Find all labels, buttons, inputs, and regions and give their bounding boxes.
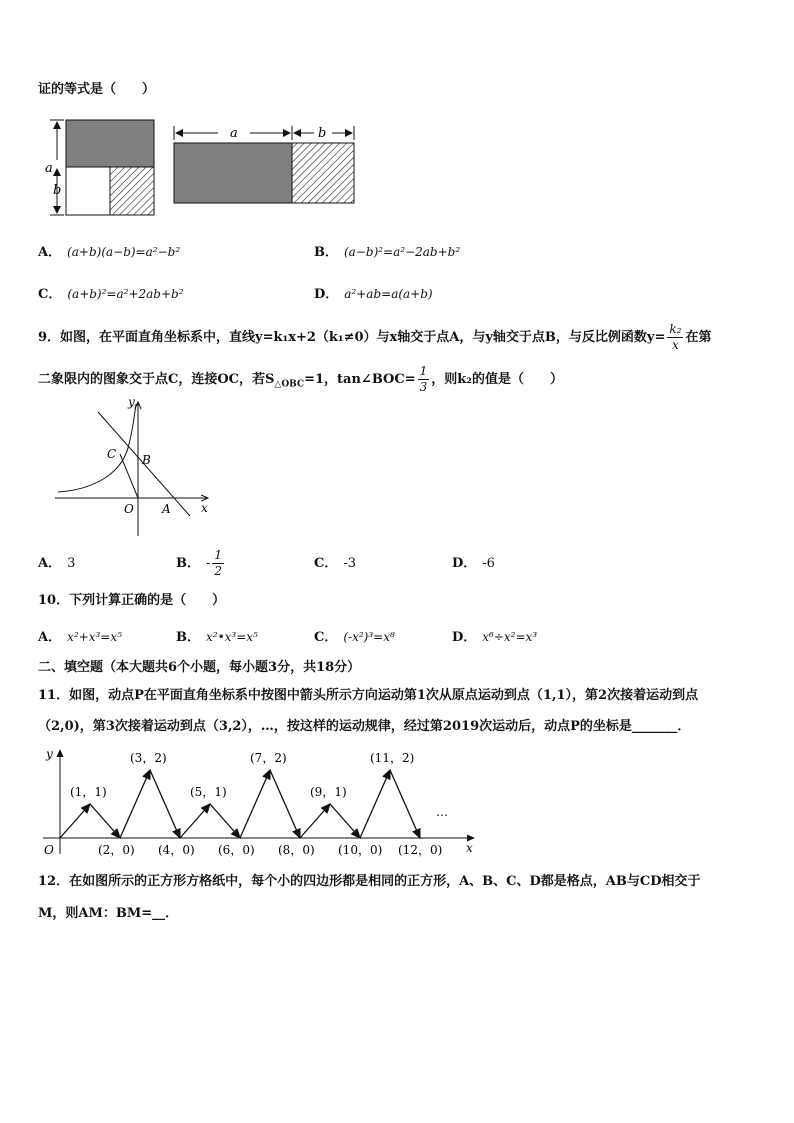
q11-stem-line2: （2,0)，第3次接着运动到点（3,2），…，按这样的运动规律，经过第2019次运动后，动点P的坐标是_______．	[38, 719, 691, 734]
q11-label-x: x	[466, 841, 473, 855]
q8-label-b-top: b	[318, 126, 327, 141]
q8-figure	[38, 112, 368, 222]
q9-option-d[interactable]: D． -6	[452, 556, 495, 571]
q10-option-d[interactable]: D． x⁶÷x²=x³	[452, 630, 538, 645]
q11-move-arrow	[90, 804, 120, 838]
q11-move-arrow	[60, 804, 90, 838]
q9-label-a: A	[162, 502, 171, 516]
q11-base-label: (6，0)	[218, 843, 255, 857]
q11-move-arrow	[240, 770, 270, 838]
q11-label-y: y	[46, 747, 53, 761]
q9-label-x: x	[201, 501, 208, 515]
q8-left-square	[50, 120, 154, 215]
q9-label-c: C	[107, 447, 117, 461]
q12-stem-line2: M，则AM：BM=__．	[38, 906, 179, 921]
q9-segment-oc	[120, 454, 138, 498]
q11-move-arrow	[360, 770, 390, 838]
q9-figure	[50, 398, 215, 538]
q9-option-c[interactable]: C． -3	[314, 556, 357, 571]
q11-ellipsis: …	[436, 805, 448, 819]
q11-peak-label: (5，1)	[190, 785, 227, 799]
q11-peak-label: (7，2)	[250, 751, 287, 765]
q10-option-b[interactable]: B． x²•x³=x⁵	[176, 630, 258, 645]
q11-peak-label: (3，2)	[130, 751, 167, 765]
q11-base-label: (4，0)	[158, 843, 195, 857]
q8-option-a[interactable]: A． (a+b)(a−b)=a²−b²	[38, 245, 181, 260]
q9-label-o: O	[124, 502, 134, 516]
q10-option-a[interactable]: A． x²+x³=x⁵	[38, 630, 122, 645]
q8-label-a-top: a	[230, 126, 238, 141]
q11-stem-line1: 11．如图，动点P在平面直角坐标系中按图中箭头所示方向运动第1次从原点运动到点（1,1），第2次接着运动到点	[38, 688, 699, 703]
q9-hyperbola	[58, 404, 136, 492]
q8-label-b-left: b	[53, 183, 62, 198]
q9-option-b[interactable]: B． - $\frac{1}{2}$	[176, 548, 223, 578]
q11-base-label: (8，0)	[278, 843, 315, 857]
q9-stem-line1: 9．如图，在平面直角坐标系中，直线y=k₁x+2（k₁≠0）与x轴交于点A，与y轴交于点B，与反比例函数y= $\frac{\text{k₂}}{x}$ 在第	[38, 322, 712, 352]
q11-move-arrow	[150, 770, 180, 838]
q9-label-y: y	[128, 398, 135, 409]
q11-move-arrow	[330, 804, 360, 838]
q11-move-arrow	[270, 770, 300, 838]
section-title-fill-in: 二、填空题（本大题共6个小题，每小题3分，共18分）	[38, 660, 361, 675]
q8-option-b[interactable]: B． (a−b)²=a²−2ab+b²	[314, 245, 461, 260]
q11-base-label: (12，0)	[398, 843, 443, 857]
q11-peak-label: (9，1)	[310, 785, 347, 799]
q10-stem: 10．下列计算正确的是（ ）	[38, 593, 226, 608]
q11-peak-label: (11，2)	[370, 751, 415, 765]
q11-move-arrow	[180, 804, 210, 838]
q11-peak-label: (1，1)	[70, 785, 107, 799]
q9-fraction-tan: $\frac{1}{3}$	[419, 364, 428, 394]
q11-base-label: (2，0)	[98, 843, 135, 857]
q11-label-origin: O	[44, 843, 54, 857]
q11-figure	[38, 744, 484, 860]
q11-move-arrow	[390, 770, 420, 838]
q8-option-c[interactable]: C． (a+b)²=a²+2ab+b²	[38, 287, 184, 302]
q11-move-arrow	[300, 804, 330, 838]
q9-label-b: B	[142, 453, 151, 467]
q8-option-d[interactable]: D． a²+ab=a(a+b)	[314, 287, 433, 302]
q8-label-a-left: a	[45, 161, 53, 176]
q9-option-a[interactable]: A． 3	[38, 556, 76, 571]
q10-option-c[interactable]: C． (-x²)³=x⁸	[314, 630, 395, 645]
q11-move-arrow	[120, 770, 150, 838]
q8-stem-continuation: 证的等式是（ ）	[38, 82, 156, 97]
q9-stem-line2: 二象限内的图象交于点C，连接OC，若$S_{\triangle OBC}=1$，tan∠BOC= $\frac{1}{3}$ ，则k₂的值是（ ）	[38, 364, 563, 394]
q11-move-arrow	[210, 804, 240, 838]
q9-fraction-k2-x: $\frac{\text{k₂}}{x}$	[669, 322, 682, 352]
q8-right-rect	[174, 126, 354, 203]
q11-base-label: (10，0)	[338, 843, 383, 857]
q12-stem-line1: 12．在如图所示的正方形方格纸中，每个小的四边形都是相同的正方形，A、B、C、D都是格点，AB与CD相交于	[38, 874, 701, 889]
